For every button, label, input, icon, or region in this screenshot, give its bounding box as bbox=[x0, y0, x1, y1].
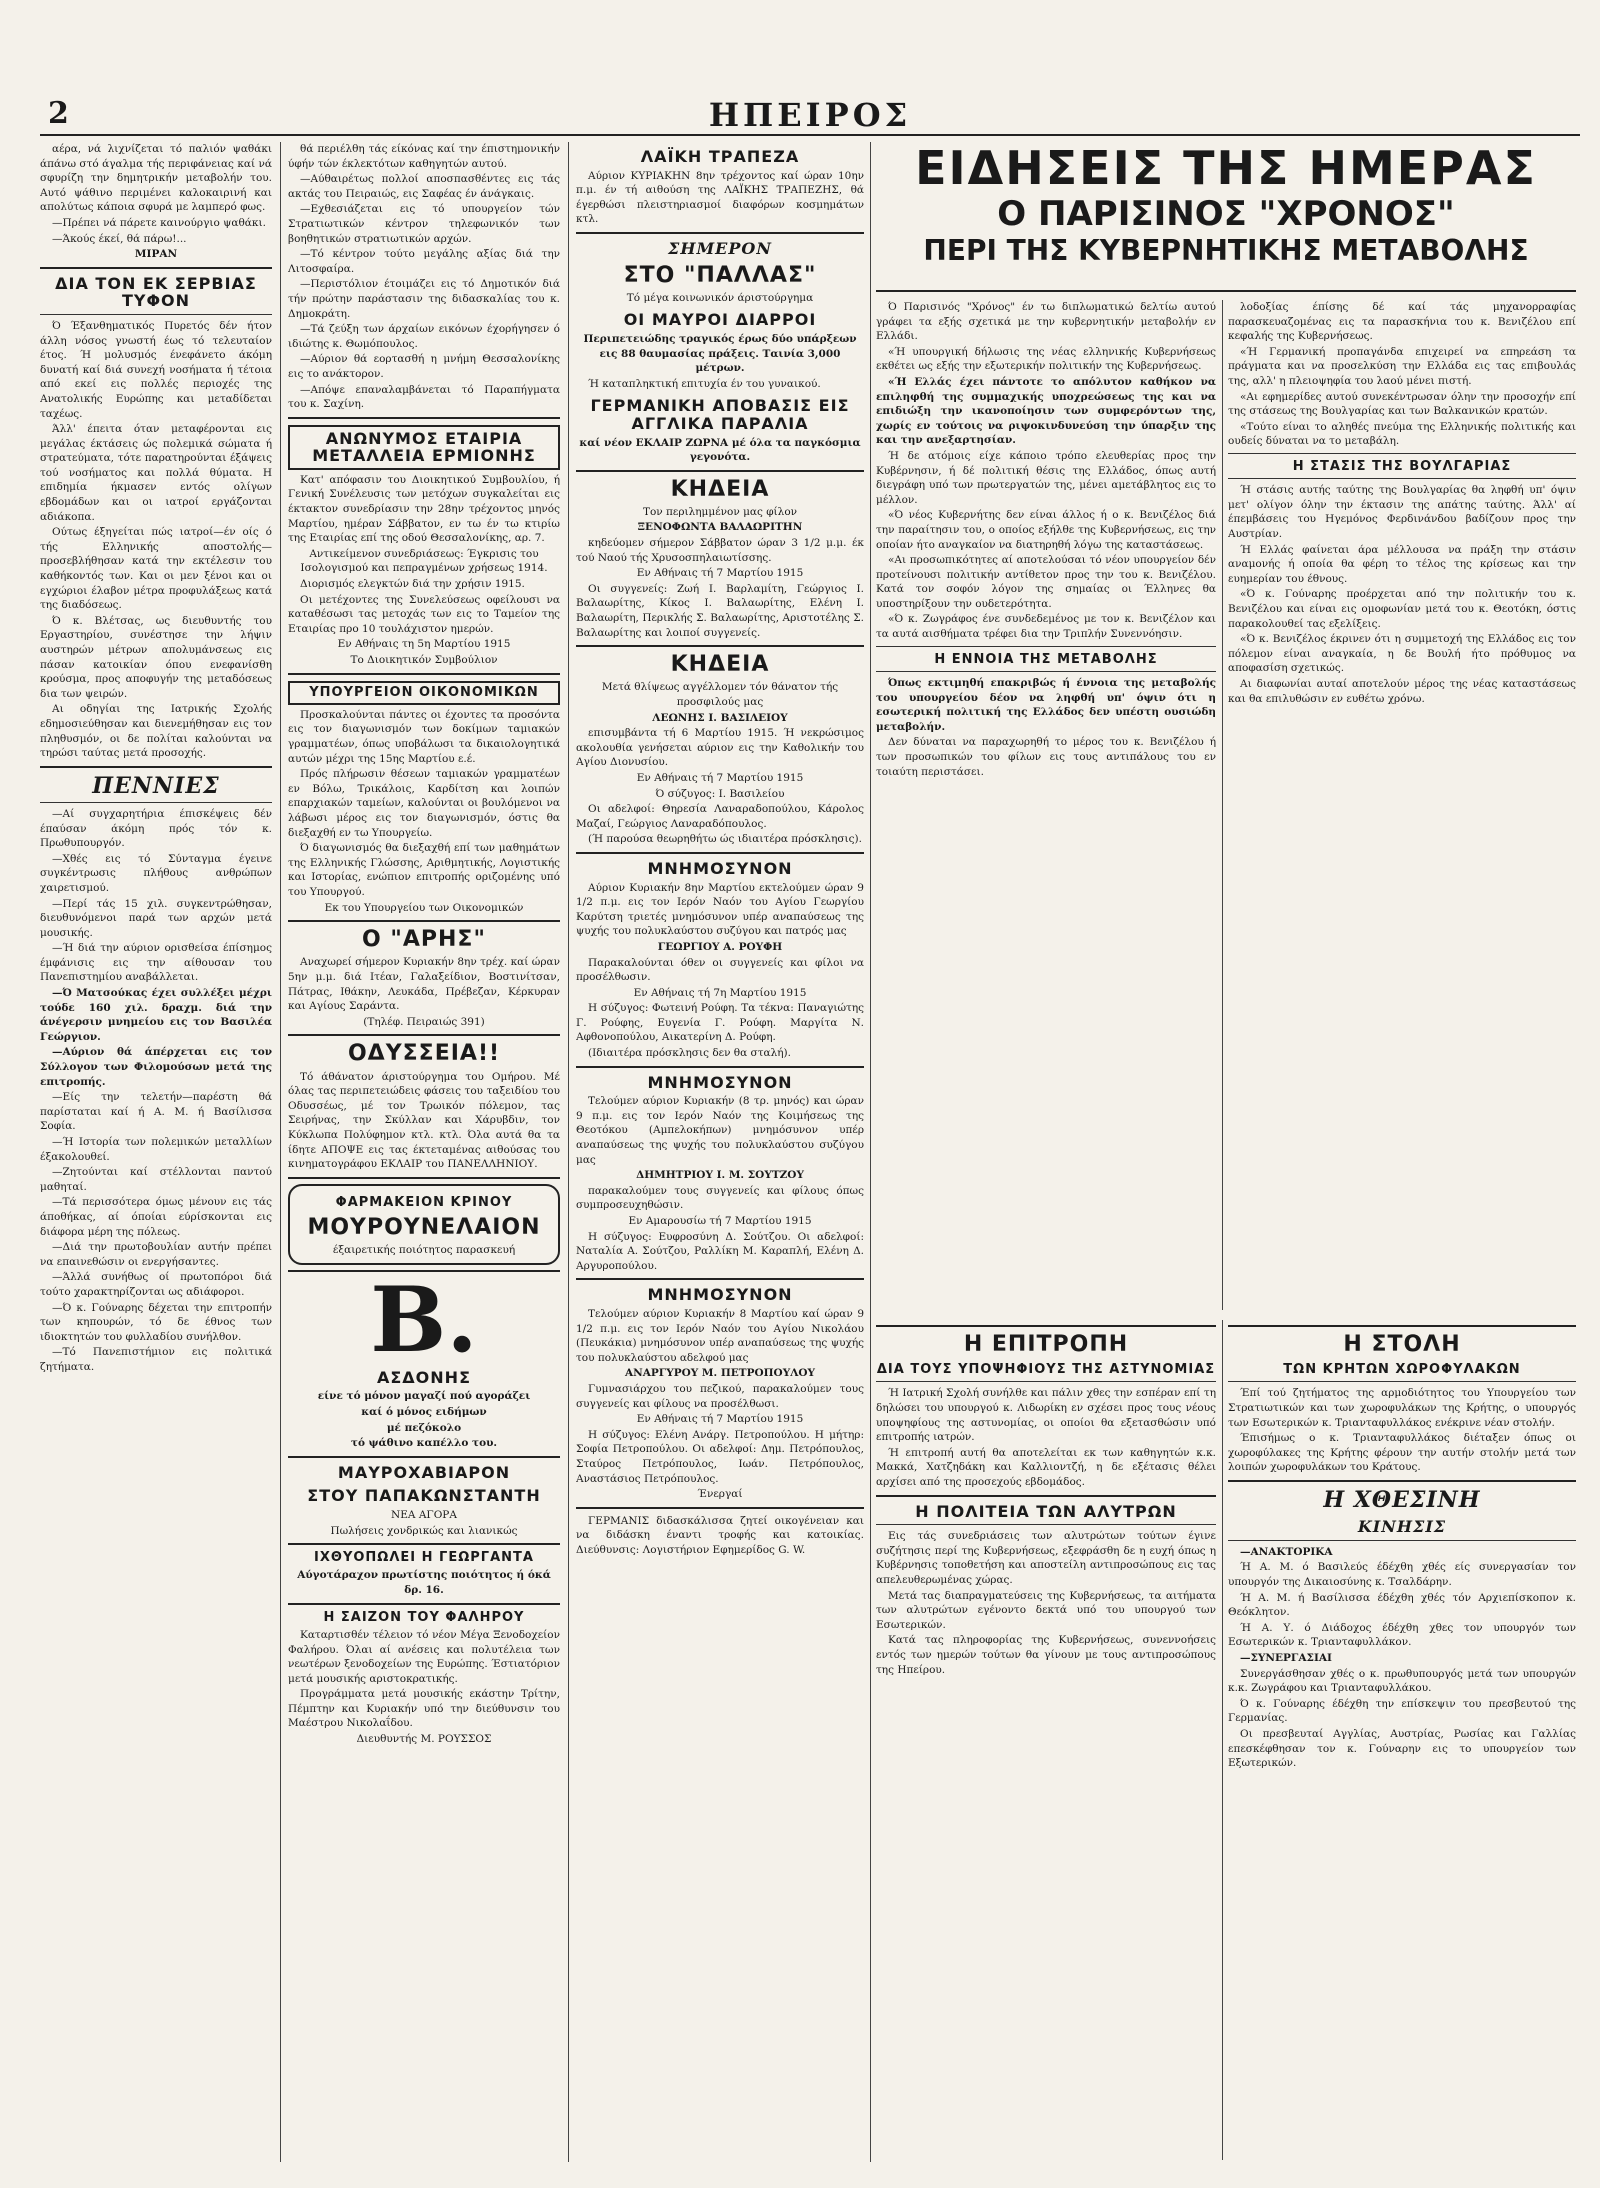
signature: Εν Αμαρουσίω τή 7 Μαρτίου 1915 bbox=[628, 1215, 812, 1227]
headline: Η ΣΑΙΖΟΝ ΤΟΥ ΦΑΛΗΡΟΥ bbox=[323, 1609, 525, 1625]
article-text: Ή καταπληκτική επιτυχία έν του γυναικού. bbox=[588, 377, 821, 390]
article-text: Γυμνασιάρχου του πεζικού, παρακαλούμεν τους συγγενείς και φίλους να προσέλθωσι. bbox=[576, 1382, 864, 1410]
article-text: Ή Α. Μ. ή Βασίλισσα έδέχθη χθές τόν Αρχιεπίσκοπον κ. Θεόκλητον. bbox=[1228, 1591, 1576, 1619]
article-text: —Ό Ματσούκας έχει συλλέξει μέχρι τούδε 160 χιλ. δραχμ. διά την άνέγερσιν μνημείου εις τον Βασιλέα Γεώργιον. bbox=[40, 987, 272, 1043]
article-text: ΝΕΑ ΑΓΟΡΑ bbox=[391, 1508, 457, 1521]
column-4-lower bbox=[876, 1320, 1216, 2160]
article-text: μέ πεζόκολο bbox=[386, 1421, 462, 1434]
article-text: —Είς την τελετήν—παρέστη θά παρίσταται καί ή Α. Μ. ή Βασίλισσα Σοφία. bbox=[40, 1091, 272, 1133]
article-text: Ή στάσις αυτής ταύτης της Βουλγαρίας θα ληφθή υπ' όψιν μετ' ολίγον όλην την έκτασιν της απάτης ταύτης. Άλλ' αί έπεμβάσεις του Ηγεμόνος Φερδινάνδου βαδίζουν προς την Αυστρίαν. bbox=[1228, 484, 1576, 541]
article-text: Έπισήμως ο κ. Τριανταφυλλάκος διέταξεν όπως οι χωροφύλακες της Κρήτης φέρουν την αυτήν στολήν μετά των λοιπών χωροφυλάκων του Κράτους. bbox=[1228, 1432, 1576, 1474]
article-text: «Τούτο είναι το αληθές πνεύμα της Ελληνικής πολιτικής και ουδείς δύναται να το μεταβάλη. bbox=[1228, 420, 1576, 448]
article-text: —Διά την πρωτοβουλίαν αυτήν πρέπει να επαινεθώσιν οι ενεργήσαντες. bbox=[40, 1241, 272, 1268]
article-text: «Αι εφημερίδες αυτού συνεκέντρωσαν όλην την προσοχήν επί της στάσεως της Βουλγαρίας και των Βαλκανικών κρατών. bbox=[1228, 390, 1576, 418]
article-text: είνε τό μόνον μαγαζί πού αγοράζει bbox=[317, 1390, 531, 1403]
article-text: Τελούμεν αύριον Κυριακήν (8 τρ. μηνός) και ώραν 9 π.μ. εις τον Ιερόν Ναόν της Κοιμήσεως της Θεοτόκου (Αμπελοκήπων) μνημόσυνον υπέρ αναπαύσεως της ψυχής του πολυκλαύστου συζύγου μας bbox=[576, 1095, 864, 1166]
headline: ΦΑΡΜΑΚΕΙΟΝ ΚΡΙΝΟΥ bbox=[335, 1194, 513, 1210]
headline: Η ΠΟΛΙΤΕΙΑ ΤΩΝ ΑΛΥΤΡΩΝ bbox=[915, 1501, 1177, 1521]
article-text: Ό κ. Βλέτσας, ως διευθυντής του Εργαστηρίου, συνέστησε την λήψιν αυστηρών μέτρων απολυμάνσεως εις πάσαν κατοικίαν όπου ενεφανίσθη κρούσμα, προς αποφυγήν της μεταδόσεως δια των ψειρών. bbox=[40, 614, 272, 700]
headline: ΚΗΔΕΙΑ bbox=[670, 476, 770, 502]
signature: Εν Αθήναις τή 7η Μαρτίου 1915 bbox=[633, 986, 807, 999]
article-text: —Χθές εις τό Σύνταγμα έγεινε συγκέντρωσις πλήθους ανθρώπων χαιρετισμού. bbox=[40, 852, 272, 894]
article-text: Ό σύζυγος: Ι. Βασιλείου bbox=[655, 787, 785, 800]
headline: Η ΣΤΑΣΙΣ ΤΗΣ ΒΟΥΛΓΑΡΙΑΣ bbox=[1292, 458, 1512, 474]
article-text: ΓΕΩΡΓΙΟΥ Α. ΡΟΥΦΗ bbox=[657, 940, 783, 953]
signature: Εν Αθήναις τή 7 Μαρτίου 1915 bbox=[636, 567, 804, 580]
article-text: «Αι προσωπικότητες αί αποτελούσαι τό νέον υπουργείον δέν προτείνουσι πολιτικήν αντίθετον προς την του κ. Βενιζέλου. Κατά τον σοφόν λόγον της σημαίας οι Έλληνες θα υποστηρίξουν την ουδετερότητα. bbox=[876, 554, 1216, 610]
article-text: Ή Α. Υ. ό Διάδοχος έδέχθη χθες τον υπουργόν των Εσωτερικών κ. Τριανταφυλλάκον. bbox=[1228, 1621, 1576, 1649]
headline: Ο "ΑΡΗΣ" bbox=[362, 927, 486, 953]
article-text: Ό κ. Γούναρης έδέχθη την επίσκεψιν του πρεσβευτού της Γερμανίας. bbox=[1228, 1697, 1576, 1725]
ad-box bbox=[288, 1184, 560, 1265]
article-text: λοδοξίας έπίσης δέ καί τάς μηχανορραφίας παρασκευαζομένας εις τα παρασκήνια του κ. Βενιζέλου επί κεφαλής της Κυβερνήσεως. bbox=[1228, 301, 1576, 343]
article-text: Αύριον ΚΥΡΙΑΚΗΝ 8ην τρέχοντος καί ώραν 10ην π.μ. έν τή αιθούση της ΛΑΪΚΗΣ ΤΡΑΠΕΖΗΣ, θά έγερθώσι πλειστηριασμοί διαφόρων κοσμημάτων κτλ. bbox=[576, 169, 864, 226]
article-text: Εις τάς συνεδριάσεις των αλυτρώτων τούτων έγινε συζήτησις περί της Κυβερνήσεως, εξεφράσθη δε η ευχή όπως η Κυβέρνησις τοποθετήση και αποστείλη αντιπροσώπους εις τας απελευθερωμένας χώρας. bbox=[876, 1530, 1216, 1587]
article-text: —Αύριον θά εορτασθή η μνήμη Θεσσαλονίκης εις το ανάκτορον. bbox=[288, 353, 560, 380]
article-text: Προγράμματα μετά μουσικής εκάστην Τρίτην, Πέμπτην και Κυριακήν υπό την διεύθυνσιν του Μαέστρου Νικολαΐδου. bbox=[288, 1688, 560, 1730]
article-text: αέρα, νά λιχνίζεται τό παλιόν ψαθάκι άπάνω στό άγαλμα τής περιφάνειας καί νά σφυρίζη την δημητρικήν μεταβολήν του. Αυτό ψάθινο περιμένει καλοκαιρινή και απολύτως κάποια σφυρά με λαμπερό φως. bbox=[40, 143, 272, 214]
article-text: Καταρτισθέν τέλειον τό νέον Μέγα Ξενοδοχείον Φαλήρου. Όλαι αί ανέσεις και πολυτέλεια των νεωτέρων ξενοδοχείων της Ευρώπης. Έστιατόριον μετά μουσικής αριστοκρατικής. bbox=[288, 1628, 560, 1685]
article-text: —Ή διά την αύριον ορισθείσα έπίσημος έμφάνισις εις την αίθουσαν του Πανεπιστημίου αναβάλλεται. bbox=[40, 942, 272, 984]
article-text: Συνεργάσθησαν χθές ο κ. πρωθυπουργός μετά των υπουργών κ.κ. Ζωγράφου και Τριανταφυλλάκου. bbox=[1228, 1667, 1576, 1695]
article-text: —Τό κέντρον τούτο μεγάλης αξίας διά την Λιτοσφαίρα. bbox=[288, 248, 560, 275]
article-text: Οι μετέχοντες της Συνελεύσεως οφείλουσι να καταθέσωσι τας μετοχάς των εις το Ταμείον της Εταιρίας προ 10 τουλάχιστον ημερών. bbox=[288, 593, 560, 635]
article-text: Η σύζυγος: Ελένη Ανάργ. Πετροπούλου. Η μήτηρ: Σοφία Πετροπούλου. Οι αδελφοί: Δημ. Πετρόπουλος, Σταύρος Πετρόπουλος, Ιωάν. Πετρόπουλος, Αναστάσιος Πετρόπουλος. bbox=[576, 1428, 864, 1485]
article-text: Οι πρεσβευταί Αγγλίας, Αυστρίας, Ρωσίας και Γαλλίας επεσκέφθησαν τον κ. Γούναρην εις το υπουργείον των Εξωτερικών. bbox=[1228, 1727, 1576, 1770]
article-text: Μετά τας διαπραγματεύσεις της Κυβερνήσεως, τα αιτήματα των αλυτρώτων εγένοντο δεκτά υπό του υπουργού των Εσωτερικών. bbox=[876, 1589, 1216, 1631]
column-rule bbox=[1222, 1320, 1223, 2160]
article-text: Δεν δύναται να παραχωρηθή το μέρος του κ. Βενιζέλου ή των προσωπικών του φίλων εις τους αντιπάλους του εν τοιαύτη περιστάσει. bbox=[876, 736, 1216, 778]
headline-line: ΑΝΩΝΥΜΟΣ ΕΤΑΙΡΙΑ bbox=[325, 428, 523, 448]
article-text: Ένεργαί bbox=[697, 1488, 743, 1501]
article-text: κηδεύομεν σήμερον Σάββατον ώραν 3 1/2 μ.μ. έκ τού Ναού τής Χρυσοσπηλαιωτίσσης. bbox=[576, 537, 864, 564]
article-text: Οι συγγενείς: Ζωή Ι. Βαρλαμίτη, Γεώργιος Ι. Βαλαωρίτης, Κίκος Ι. Βαλαωρίτης, Ελένη Ι. Βαλαωρίτη, Περικλής Σ. Βαλαωρίτης, Αριστοτέλης Σ. Βαλαωρίτης και λοιποί συγγενείς. bbox=[576, 582, 864, 639]
headline: Η ΧΘΕΣΙΝΗ bbox=[1323, 1487, 1481, 1514]
article-text: Ή επιτροπή αυτή θα αποτελείται εκ των καθηγητών κ.κ. Μακκά, Χατζηδάκη και Καλλιοντζή, η δε εξέτασις θέλει αρχίσει από της προσεχούς εβδομάδος. bbox=[876, 1446, 1216, 1489]
headline: ΔΙΑ ΤΟΥΣ ΥΠΟΨΗΦΙΟΥΣ ΤΗΣ ΑΣΤΥΝΟΜΙΑΣ bbox=[876, 1362, 1216, 1378]
article-text: Τελούμεν αύριον Κυριακήν 8 Μαρτίου καί ώραν 9 1/2 π.μ. εις τον Ιερόν Ναόν του Αγίου Νικολάου (Πευκάκια) μνημόσυνον υπέρ αναπαύσεως της ψυχής του πολυκλαύστου αδελφού μας bbox=[576, 1307, 864, 1364]
article-text: —Ή Ιστορία των πολεμικών μεταλλίων έξακολουθεί. bbox=[40, 1136, 272, 1163]
article-text: «Ό νέος Κυβερνήτης δεν είναι άλλος ή ο κ. Βενιζέλος διά την παραίτησιν του, ο οποίος εξήλθε της Κυβερνήσεως, εις την οποίαν ήτο αναγκαίον να διατηρηθή λόγω της καταστάσεως. bbox=[876, 509, 1216, 551]
article-text: Αι διαφωνίαι αυταί αποτελούν μέρος της νέας καταστάσεως και θα επιλυθώσιν εν ευθέτω χρόνω. bbox=[1228, 677, 1576, 705]
signature: Διευθυντής Μ. ΡΟΥΣΣΟΣ bbox=[356, 1733, 492, 1746]
headline: ΚΙΝΗΣΙΣ bbox=[1357, 1517, 1447, 1537]
lead-subheadline: ΠΕΡΙ ΤΗΣ ΚΥΒΕΡΝΗΤΙΚΗΣ ΜΕΤΑΒΟΛΗΣ bbox=[923, 234, 1529, 267]
article-text: «Ή υπουργική δήλωσις της νέας ελληνικής Κυβερνήσεως εκθέτει ως εξής την εξωτερικήν πολιτικήν της Κυβερνήσεως. bbox=[876, 345, 1216, 373]
article-text: Κατά τας πληροφορίας της Κυβερνήσεως, συνεννοήσεις εντός των ημερών τούτων θα γίνουν με τους αντιπροσώπους της Ηπείρου. bbox=[876, 1634, 1216, 1676]
column-2 bbox=[288, 142, 560, 2162]
article-text: —Ζητούνται καί στέλλονται παντού μαθηταί. bbox=[40, 1166, 272, 1193]
article-text: θά περιέλθη τάς είκόνας καί την έπιστημονικήν ύφήν τών έκλεκτότων καθηγητών αυτού. bbox=[288, 143, 560, 170]
article-text: Πρός πλήρωσιν θέσεων ταμιακών γραμματέων εν Βόλω, Τρικάλοις, Καρδίτση και λοιπών επαρχιακών ταμείων, καλούνται οι βουλόμενοι να λάβωσι μέρος εις τον διαγωνισμόν, όστις θα διεξαχθή εν τω Υπουργείω. bbox=[288, 768, 560, 839]
column-5 bbox=[1228, 300, 1576, 1310]
article-text: Τό άθάνατον άριστούργημα του Ομήρου. Μέ όλας τας περιπετειώδεις φάσεις του ταξειδίου του Οδυσσέως, μέ τον Τρωικόν πόλεμον, τας Σειρήνας, την Σκύλλαν και Χάρυβδιν, τον Κύκλωπα Πολύφημον κτλ. κτλ. Όλα αυτά θα τα ίδητε ΑΠΟΨΕ εις τας έκτεταμένας αιθούσας του κινηματογράφου ΕΚΛΑΙΡ του ΠΑΝΕΛΛΗΝΙΟΥ. bbox=[288, 1070, 560, 1171]
article-text: Παρακαλούνται όθεν οι συγγενείς και φίλοι να προσέλθωσιν. bbox=[576, 956, 864, 984]
column-5-lower bbox=[1228, 1320, 1576, 2160]
article-text: έξαιρετικής ποιότητος παρασκευή bbox=[332, 1244, 516, 1257]
article-text: «Ή Γερμανική προπαγάνδα επιχειρεί να επηρεάση τα πράγματα και να προσελκύση την Ελλάδα εις τας επιβουλάς της, αλλ' η πλειοψηφία του λαού μένει πιστή. bbox=[1228, 345, 1576, 387]
article-text: Ό Έξανθηματικός Πυρετός δέν ήτον άλλη νόσος γνωστή έως τό τελευταίον έτος. Ή μολυσμός ένεφάνετο άκόμη δυνατή καί διά συνεχή νοσήματα ή τέτοια από εκεί εις πολλές περιοχές της Ανατολικής Ευρώπης και μεταδίδεται ταχέως. bbox=[40, 319, 272, 420]
article-text: —Άλλά συνήθως οί πρωτοπόροι διά τούτο χαρακτηρίζονται ως αδιάφοροι. bbox=[40, 1271, 272, 1298]
article-text: Κατ' απόφασιν του Διοικητικού Συμβουλίου, ή Γενική Συνέλευσις των μετόχων συγκαλείται εις έκτακτον συνεδρίασιν την 28ην τρέχοντος μηνός Μαρτίου, ημέραν Σάββατον, εν τω έν τω κτιρίω της Εταιρίας επί της οδού Θεσσαλονίκης, αρ. 7. bbox=[288, 473, 560, 545]
headline: ΔΙΑ ΤΟΝ ΕΚ ΣΕΡΒΙΑΣ ΤΥΦΟΝ bbox=[55, 273, 257, 311]
article-text: Όπως εκτιμηθή επακριβώς ή έννοια της μεταβολής του υπουργείου δέον να ληφθή υπ' όψιν ότι η εσωτερική πολιτική της Ελλάδος δεν υπέστη ουσιώδη μεταβολήν. bbox=[876, 676, 1216, 733]
column-rule bbox=[870, 142, 871, 2162]
article-text: Ό Παρισινός "Χρόνος" έν τω διπλωματικώ δελτίω αυτού γράφει τα εξής σχετικά με την κυβερνητικήν μεταβολήν εν Ελλάδι. bbox=[876, 301, 1216, 343]
article-text: Άλλ' έπειτα όταν μεταφέρονται εις μεγάλας έκτάσεις ώς πολεμικά σώματα ή στρατεύματα, τότε παρατηρούνται έξάψεις τού νοσήματος και πολλά θύματα. Η επιδημία ήκμασεν εντός ολίγων εβδομάδων και οι ιατροί εργάζονται αδιάκοπα. bbox=[40, 423, 272, 523]
ad-letter: Β. bbox=[370, 1266, 478, 1373]
article-text: Οι αδελφοί: Θηρεσία Λαναραδοπούλου, Κάρολος Μαζαί, Γεώργιος Λαναραδόπουλος. bbox=[576, 803, 864, 830]
article-text: Τό μέγα κοινωνικόν άριστούργημα bbox=[626, 291, 814, 304]
article-text: —Τά περισσότερα όμως μένουν εις τάς άποθήκας, αί όποίαι εύρίσκονται εις διάφορα μέρη της πόλεως. bbox=[40, 1196, 272, 1238]
article-text: Διορισμός ελεγκτών διά την χρήσιν 1915. bbox=[300, 578, 525, 591]
article-text: Ή Ελλάς φαίνεται άρα μέλλουσα να πράξη την στάσιν αναμονής ή οποία θα φέρη το τέλος της κρίσεως και την ευημερίαν του έθνους. bbox=[1228, 543, 1576, 585]
article-text: —Ό κ. Γούναρης δέχεται την επιτροπήν των κηπουρών, τό δε έθνος των ιδιοκτητών του φυλλαδίου συνήλθον. bbox=[40, 1301, 272, 1343]
article-text: ΛΕΩΝΗΣ Ι. ΒΑΣΙΛΕΙΟΥ bbox=[652, 711, 788, 724]
article-text: —Αύριον θά άπέρχεται εις τον Σύλλογον των Φιλομούσων μετά της επιτροπής. bbox=[40, 1046, 272, 1088]
article-text: —Εχθεσιάζεται εις τό υπουργείον τών Στρατιωτικών κέντρον τηλεφωνικόν των βοηθητικών στρατιωτικών αρχών. bbox=[288, 203, 560, 245]
article-text: παρακαλούμεν τους συγγενείς και φίλους όπως συμπροσευχηθώσιν. bbox=[576, 1184, 864, 1212]
column-1 bbox=[40, 142, 272, 2162]
headline: ΣΤΟ "ΠΑΛΛΑΣ" bbox=[623, 262, 817, 288]
headline: ΤΩΝ ΚΡΗΤΩΝ ΧΩΡΟΦΥΛΑΚΩΝ bbox=[1283, 1362, 1521, 1378]
article-text: Πωλήσεις χονδρικώς και λιανικώς bbox=[330, 1524, 518, 1537]
article-text: καί ό μόνος ειδήμων bbox=[361, 1405, 487, 1418]
article-text: (Ή παρούσα θεωρηθήτω ώς ιδιαιτέρα πρόσκλησις). bbox=[588, 833, 862, 846]
headline: ΜΝΗΜΟΣΥΝΟΝ bbox=[647, 1072, 793, 1092]
article-text: Αύγοτάραχον πρωτίστης ποιότητος ή όκά δρ. 16. bbox=[297, 1569, 551, 1597]
signature: (Τηλέφ. Πειραιώς 391) bbox=[363, 1015, 485, 1028]
column-rule bbox=[1222, 300, 1223, 1310]
article-text: Ή δε ατόμοις είχε κάποιο τρόπο ελευθερίας προς την Κυβέρνησιν, ή δέ πολιτική θέσις της Ελλάδος, όπως αυτή διεγράφη υπό των πρωτεργατών της, μένει αμετάβλητος εις το μέλλον. bbox=[876, 449, 1216, 506]
article-text: Περιπετειώδης τραγικός έρως δύο υπάρξεων εις 88 θαυμασίας πράξεις. Ταινία 3,000 μέτρων. bbox=[583, 332, 857, 375]
news-section-header bbox=[876, 142, 1576, 292]
headline: ΜΑΥΡΟΧΑΒΙΑΡΟΝ bbox=[337, 1462, 511, 1482]
article-text: καί νέον ΕΚΛΑΙΡ ΖΩΡΝΑ μέ όλα τα παγκόσμια γεγονότα. bbox=[579, 436, 861, 464]
article-text: Έπί τού ζητήματος της αρμοδιότητος του Υπουργείου των Στρατιωτικών και των χωροφυλάκων της Κρήτης, ο υπουργός των Εσωτερικών κ. Τριανταφυλλάκος ενέκρινε νέαν στολήν. bbox=[1228, 1387, 1576, 1429]
article-text: —Άκούς έκεί, θά πάρω!... bbox=[52, 232, 187, 245]
article-text: —Τό Πανεπιστήμιον εις πολιτικά ζητήματα. bbox=[40, 1346, 272, 1373]
signature: Εν Αθήναις τη 5η Μαρτίου 1915 bbox=[337, 638, 511, 651]
headline: ΟΔΥΣΣΕΙΑ!! bbox=[347, 1041, 501, 1067]
signature: ΜΙΡΑΝ bbox=[134, 248, 178, 261]
article-text: —Αί συγχαρητήρια έπισκέψεις δέν έπαύσαν άκόμη πρός τόν κ. Πρωθυπουργόν. bbox=[40, 807, 272, 850]
headline: ΟΙ ΜΑΥΡΟΙ ΔΙΑΡΡΟΙ bbox=[623, 310, 817, 330]
article-text: Προσκαλούνται πάντες οι έχοντες τα προσόντα εις τον διαγωνισμόν των δοκίμων ταμιακών γραμματέων, όπως υποβάλωσι τα δικαιολογητικά αυτών μέχρι της 15ης Μαρτίου ε.έ. bbox=[288, 708, 560, 765]
signature: Εκ του Υπουργείου των Οικονομικών bbox=[324, 901, 524, 914]
signature: Εν Αθήναις τή 7 Μαρτίου 1915 bbox=[636, 771, 804, 784]
headline: ΚΗΔΕΙΑ bbox=[670, 652, 770, 678]
article-text: «Ό κ. Ζωγράφος ένε συνδεδεμένος με τον κ. Βενιζέλον και τα αυτά αισθήματα τρέφει δια την Τριπλήν Συνεννόησιν. bbox=[876, 613, 1216, 641]
column-3 bbox=[576, 142, 864, 2162]
article-text: —Απόψε επαναλαμβάνεται τό Παραπήγματα του κ. Σαχίνη. bbox=[288, 383, 560, 411]
signature: Το Διοικητικόν Συμβούλιον bbox=[350, 654, 498, 666]
article-text: Η σύζυγος: Φωτεινή Ρούφη. Τα τέκνα: Παναγιώτης Γ. Ρούφης, Ευγενία Γ. Ρούφη. Μαργίτα Ν. Αφθονοπούλου, Αικατερίνη Δ. Ρούφη. bbox=[576, 1002, 864, 1044]
article-text: ΓΕΡΜΑΝΙΣ διδασκάλισσα ζητεί οικογένειαν και να διδάσκη έναντι τροφής και κατοικίας. Διεύθυνσις: Λογιστήριον Εφημερίδος G. W. bbox=[576, 1514, 864, 1556]
article-text: τό ψάθινο καπέλλο του. bbox=[350, 1437, 498, 1450]
article-text: (Ιδιαιτέρα πρόσκλησις δεν θα σταλή). bbox=[588, 1047, 791, 1060]
article-text: «Ή Ελλάς έχει πάντοτε το απόλυτον καθήκον να επιληφθή της συμμαχικής υποχρεώσεως της και να επιδιώξη την ικανοποίησιν των συμφερόντων της, χωρίς εν τούτοις να ριψοκινδυνεύση την ύπαρξιν της και την ανεξαρτησίαν. bbox=[876, 375, 1216, 447]
page-number: 2 bbox=[48, 96, 69, 131]
headline: Η ΕΠΙΤΡΟΠΗ bbox=[963, 1332, 1129, 1357]
headline: ΣΤΟΥ ΠΑΠΑΚΩΝΣΤΑΝΤΗ bbox=[307, 1486, 541, 1506]
article-text: Αντικείμενον συνεδριάσεως: Έγκρισις του Ισολογισμού και πεπραγμένων χρήσεως 1914. bbox=[300, 547, 548, 575]
headline: ΜΝΗΜΟΣΥΝΟΝ bbox=[647, 1285, 793, 1305]
article-text: —ΑΝΑΚΤΟΡΙΚΑ bbox=[1240, 1545, 1333, 1558]
article-text: —Περί τάς 15 χιλ. συγκεντρώθησαν, διευθυνόμενοι παρά των αρχών μετά μουσικής. bbox=[40, 897, 272, 939]
headline: ΑΣΔΟΝΗΣ bbox=[376, 1367, 471, 1387]
headline-line: ΜΕΤΑΛΛΕΙΑ ΕΡΜΙΟΝΗΣ bbox=[312, 446, 536, 466]
article-text: Ή Ιατρική Σχολή συνήλθε και πάλιν χθες την εσπέραν επί τη δηλώσει του υπουργού κ. Λιδωρίκη εν σχέσει προς τους νέους υποψηφίους της αστυνομίας, οι οποίοι θα εξετασθώσιν υπό επιτροπής ιατρών. bbox=[876, 1387, 1216, 1444]
headline: ΣΗΜΕΡΟΝ bbox=[668, 238, 772, 258]
article-text: —Περιστόλιον έτοιμάζει εις τό Δημοτικόν διά τήν πρώτην παράστασιν της διδασκαλίας του κ. Δημοκράτη. bbox=[288, 278, 560, 320]
headline: Η ΣΤΟΛΗ bbox=[1343, 1332, 1461, 1357]
article-text: ΞΕΝΟΦΩΝΤΑ ΒΑΛΑΩΡΙΤΗΝ bbox=[637, 521, 803, 534]
headline: ΠΕΝΝΙΕΣ bbox=[92, 772, 220, 799]
article-text: —Πρέπει νά πάρετε καινούργιο ψαθάκι. bbox=[52, 216, 266, 229]
article-text: επισυμβάντα τή 6 Μαρτίου 1915. Ή νεκρώσιμος ακολουθία γενήσεται αύριον εις την Καθολικήν του Αγίου Διονυσίου. bbox=[576, 727, 864, 769]
headline: ΓΕΡΜΑΝΙΚΗ ΑΠΟΒΑΣΙΣ ΕΙΣ ΑΓΓΛΙΚΑ ΠΑΡΑΛΙΑ bbox=[590, 396, 850, 433]
paper-title: ΗΠΕΙΡΟΣ bbox=[708, 96, 912, 134]
headline: ΥΠΟΥΡΓΕΙΟΝ ΟΙΚΟΝΟΜΙΚΩΝ bbox=[288, 681, 560, 705]
article-text: Αι οδηγίαι της Ιατρικής Σχολής εδημοσιεύθησαν και διενεμήθησαν εις τον πληθυσμόν, οι δε πολίται καλούνται να τηρώσι ταύτας μετά προσοχής. bbox=[40, 703, 272, 760]
headline: ΙΧΘΥΟΠΩΛΕΙ Η ΓΕΩΡΓΑΝΤΑ bbox=[314, 1550, 534, 1566]
article-text: ΑΝΑΡΓΥΡΟΥ Μ. ΠΕΤΡΟΠΟΥΛΟΥ bbox=[625, 1367, 815, 1380]
headline: ΜΟΥΡΟΥΝΕΛΑΙΟΝ bbox=[307, 1215, 541, 1240]
headline: Η ΕΝΝΟΙΑ ΤΗΣ ΜΕΤΑΒΟΛΗΣ bbox=[934, 651, 1158, 667]
article-text: Ή Α. Μ. ό Βασιλεύς έδέχθη χθές είς συνεργασίαν τον υπουργόν της Δικαιοσύνης κ. Τσαλδάρην. bbox=[1228, 1561, 1576, 1589]
article-text: Αναχωρεί σήμερον Κυριακήν 8ην τρέχ. καί ώραν 5ην μ.μ. διά Ιτέαν, Γαλαξείδιον, Βοστινίτσαν, Πάτρας, Ιθάκην, Λευκάδα, Πρέβεζαν, Κέρκυραν και Αγίους Σαράντα. bbox=[288, 956, 560, 1013]
signature: Εν Αθήναις τή 7 Μαρτίου 1915 bbox=[636, 1413, 804, 1426]
column-rule bbox=[280, 142, 281, 2162]
column-rule bbox=[568, 142, 569, 2162]
article-text: Ούτως έξηγείται πώς ιατροί—έν οίς ό τής Ελληνικής αποστολής—προσεβλήθησαν κατά την εκτέλεσιν του καθήκοντός των. Και οι μεν ξένοι και οι εγχώριοι έλαβον μέτρα προφυλάξεως κατά της διαδόσεως. bbox=[40, 526, 272, 612]
article-text: Η σύζυγος: Ευφροσύνη Δ. Σούτζου. Οι αδελφοί: Ναταλία Α. Σούτζου, Ραλλίκη Μ. Καραπλή, Ελένη Δ. Αργυροπούλου. bbox=[576, 1230, 864, 1272]
article-text: Τον περιλημμένον μας φίλον bbox=[642, 505, 798, 518]
article-text: ΔΗΜΗΤΡΙΟΥ Ι. Μ. ΣΟΥΤΖΟΥ bbox=[636, 1169, 804, 1182]
headline: ΜΝΗΜΟΣΥΝΟΝ bbox=[647, 858, 793, 878]
section-title: ΕΙΔΗΣΕΙΣ ΤΗΣ ΗΜΕΡΑΣ bbox=[915, 141, 1537, 195]
headline bbox=[288, 425, 560, 470]
article-text: —Τά ζεύξη των άρχαίων εικόνων έχορήγησεν ό ιδιώτης κ. Θωμόπουλος. bbox=[288, 323, 560, 350]
headline: ΛΑΪΚΗ ΤΡΑΠΕΖΑ bbox=[640, 147, 800, 166]
article-text: «Ό κ. Βενιζέλος έκρινεν ότι η συμμετοχή της Ελλάδος εις τον πόλεμον είναι αναγκαία, η δε Βουλή ήτο πρόθυμος να αποφασίση σχετικώς. bbox=[1228, 633, 1576, 675]
article-text: «Ό κ. Γούναρης προέρχεται από την πολιτικήν του κ. Βενιζέλου και είναι εις ομοφωνίαν μετά του κ. Θεοτόκη, όστις παρακολουθεί τας εξελίξεις. bbox=[1228, 588, 1576, 630]
article-text: —ΣΥΝΕΡΓΑΣΙΑΙ bbox=[1240, 1651, 1332, 1664]
article-text: Μετά θλίψεως αγγέλλομεν τόν θάνατον τής προσφιλούς μας bbox=[601, 681, 839, 708]
article-text: —Αύθαιρέτως πολλοί αποσπασθέντες εις τάς ακτάς του Πειραιώς, εις Σαφέας έν άνάγκαις. bbox=[288, 173, 560, 200]
article-text: Αύριον Κυριακήν 8ην Μαρτίου εκτελούμεν ώραν 9 1/2 π.μ. εις τον Ιερόν Ναόν του Αγίου Γεωργίου Καρύτση τριετές μνημόσυνον υπέρ αναπαύσεως της ψυχής του πολυκλαύστου συζύγου και πατρός μας bbox=[576, 881, 864, 938]
lead-headline: Ο ΠΑΡΙΣΙΝΟΣ "ΧΡΟΝΟΣ" bbox=[997, 194, 1455, 234]
masthead bbox=[40, 96, 1580, 136]
article-text: Ό διαγωνισμός θα διεξαχθή επί των μαθημάτων της Ελληνικής Γλώσσης, Αριθμητικής, Λογιστικής και Ιστορίας, ενώπιον επιτροπής οριζομένης υπό του Υπουργού. bbox=[288, 842, 560, 899]
column-4 bbox=[876, 300, 1216, 1310]
